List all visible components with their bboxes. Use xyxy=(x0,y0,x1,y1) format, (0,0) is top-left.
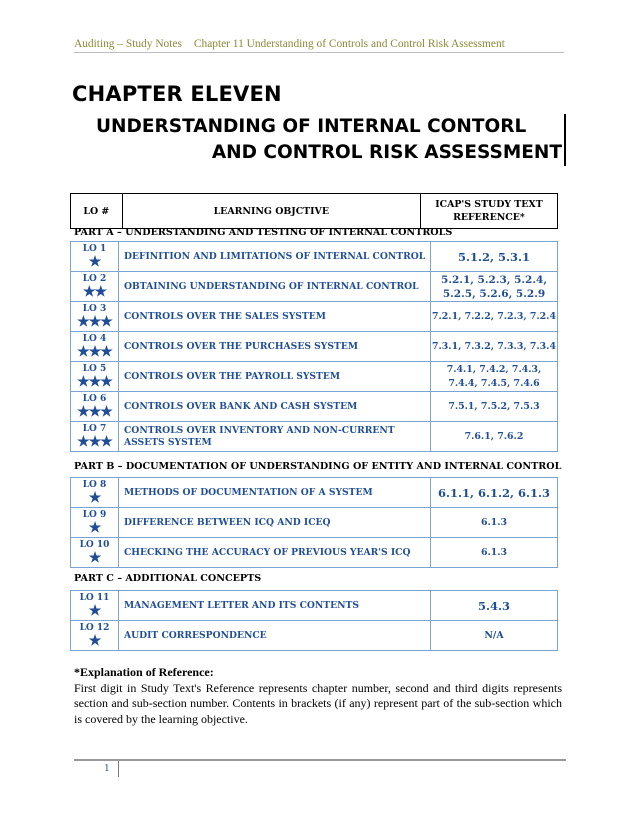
part-a-table xyxy=(70,241,558,452)
lo-cell: LO 1 ★ xyxy=(71,242,119,272)
star-icon: ★★★ xyxy=(77,373,112,390)
table-row xyxy=(71,621,558,651)
lo-cell: LO 7 ★★★ xyxy=(71,422,119,452)
note-title: *Explanation of Reference: xyxy=(74,665,214,679)
objective-cell: CHECKING THE ACCURACY OF PREVIOUS YEAR'S ICQ xyxy=(119,538,431,568)
reference-cell: 6.1.3 xyxy=(431,538,558,568)
star-icon: ★ xyxy=(88,549,101,566)
reference-cell: 7.3.1, 7.3.2, 7.3.3, 7.3.4 xyxy=(431,332,558,362)
col-lo-header: LO # xyxy=(71,194,123,229)
star-icon: ★★ xyxy=(82,283,107,300)
table-row xyxy=(71,538,558,568)
objective-cell: MANAGEMENT LETTER AND ITS CONTENTS xyxy=(119,591,431,621)
page-number: 1 xyxy=(104,762,110,774)
reference-cell: 7.6.1, 7.6.2 xyxy=(431,422,558,452)
table-row xyxy=(71,591,558,621)
subtitle-line-2: AND CONTROL RISK ASSESSMENT xyxy=(211,142,562,163)
star-icon: ★ xyxy=(88,519,101,536)
lo-cell: LO 12 ★ xyxy=(71,621,119,651)
table-row xyxy=(71,302,558,332)
table-row xyxy=(71,392,558,422)
lo-cell: LO 6 ★★★ xyxy=(71,392,119,422)
page-number-divider xyxy=(118,761,119,777)
note-body: First digit in Study Text's Reference represents chapter number, second and third digits represents section and sub-section number. Contents in brackets (if any) represent part of the sub-section which is covered by the learning objective. xyxy=(74,680,562,726)
objective-cell: CONTROLS OVER THE SALES SYSTEM xyxy=(119,302,431,332)
chapter-title: CHAPTER ELEVEN xyxy=(72,82,282,106)
star-icon: ★★★ xyxy=(77,313,112,330)
objective-cell: AUDIT CORRESPONDENCE xyxy=(119,621,431,651)
part-c-title: PART C – ADDITIONAL CONCEPTS xyxy=(74,573,262,584)
lo-cell: LO 9 ★ xyxy=(71,508,119,538)
table-row xyxy=(71,478,558,508)
subtitle-line-1: UNDERSTANDING OF INTERNAL CONTORL xyxy=(96,116,527,137)
running-header xyxy=(74,38,564,53)
table-row xyxy=(71,332,558,362)
star-icon: ★★★ xyxy=(77,343,112,360)
table-row xyxy=(71,508,558,538)
star-icon: ★★★ xyxy=(77,403,112,420)
part-c-table xyxy=(70,590,558,651)
header-book: Auditing – Study Notes xyxy=(74,38,182,50)
reference-cell: 7.4.1, 7.4.2, 7.4.3, 7.4.4, 7.4.5, 7.4.6 xyxy=(431,362,558,392)
star-icon: ★ xyxy=(88,632,101,649)
reference-cell: 7.5.1, 7.5.2, 7.5.3 xyxy=(431,392,558,422)
lo-cell: LO 10 ★ xyxy=(71,538,119,568)
lo-cell: LO 3 ★★★ xyxy=(71,302,119,332)
objective-cell: DEFINITION AND LIMITATIONS OF INTERNAL CONTROL xyxy=(119,242,431,272)
table-row xyxy=(71,272,558,302)
part-b-table xyxy=(70,477,558,568)
star-icon: ★ xyxy=(88,489,101,506)
header-chapter: Chapter 11 Understanding of Controls and Control Risk Assessment xyxy=(193,38,505,50)
lo-cell: LO 4 ★★★ xyxy=(71,332,119,362)
col-objective-header: LEARNING OBJCTIVE xyxy=(122,194,420,229)
objective-cell: CONTROLS OVER INVENTORY AND NON-CURRENT ASSETS SYSTEM xyxy=(119,422,431,452)
objective-cell: OBTAINING UNDERSTANDING OF INTERNAL CONTROL xyxy=(119,272,431,302)
part-b-title: PART B – DOCUMENTATION OF UNDERSTANDING OF ENTITY AND INTERNAL CONTROL xyxy=(74,461,562,472)
col-reference-header: ICAP'S STUDY TEXT REFERENCE* xyxy=(420,194,557,229)
reference-cell: 6.1.1, 6.1.2, 6.1.3 xyxy=(431,478,558,508)
reference-cell: 5.4.3 xyxy=(431,591,558,621)
star-icon: ★ xyxy=(88,253,101,270)
lo-cell: LO 5 ★★★ xyxy=(71,362,119,392)
lo-cell: LO 8 ★ xyxy=(71,478,119,508)
star-icon: ★ xyxy=(88,602,101,619)
reference-cell: 7.2.1, 7.2.2, 7.2.3, 7.2.4 xyxy=(431,302,558,332)
objective-cell: CONTROLS OVER THE PURCHASES SYSTEM xyxy=(119,332,431,362)
objective-cell: CONTROLS OVER BANK AND CASH SYSTEM xyxy=(119,392,431,422)
reference-cell: 5.1.2, 5.3.1 xyxy=(431,242,558,272)
footer-divider xyxy=(74,759,566,761)
star-icon: ★★★ xyxy=(77,433,112,450)
chapter-subtitle xyxy=(96,114,566,166)
reference-cell: 5.2.1, 5.2.3, 5.2.4, 5.2.5, 5.2.6, 5.2.9 xyxy=(431,272,558,302)
objective-cell: METHODS OF DOCUMENTATION OF A SYSTEM xyxy=(119,478,431,508)
table-row xyxy=(71,362,558,392)
part-a-title: PART A – UNDERSTANDING AND TESTING OF INTERNAL CONTROLS xyxy=(74,227,453,238)
lo-table-header xyxy=(70,193,558,229)
lo-cell: LO 11 ★ xyxy=(71,591,119,621)
lo-cell: LO 2 ★★ xyxy=(71,272,119,302)
table-row xyxy=(71,242,558,272)
reference-cell: 6.1.3 xyxy=(431,508,558,538)
reference-cell: N/A xyxy=(431,621,558,651)
objective-cell: DIFFERENCE BETWEEN ICQ AND ICEQ xyxy=(119,508,431,538)
objective-cell: CONTROLS OVER THE PAYROLL SYSTEM xyxy=(119,362,431,392)
reference-explanation xyxy=(74,665,562,727)
table-row xyxy=(71,422,558,452)
